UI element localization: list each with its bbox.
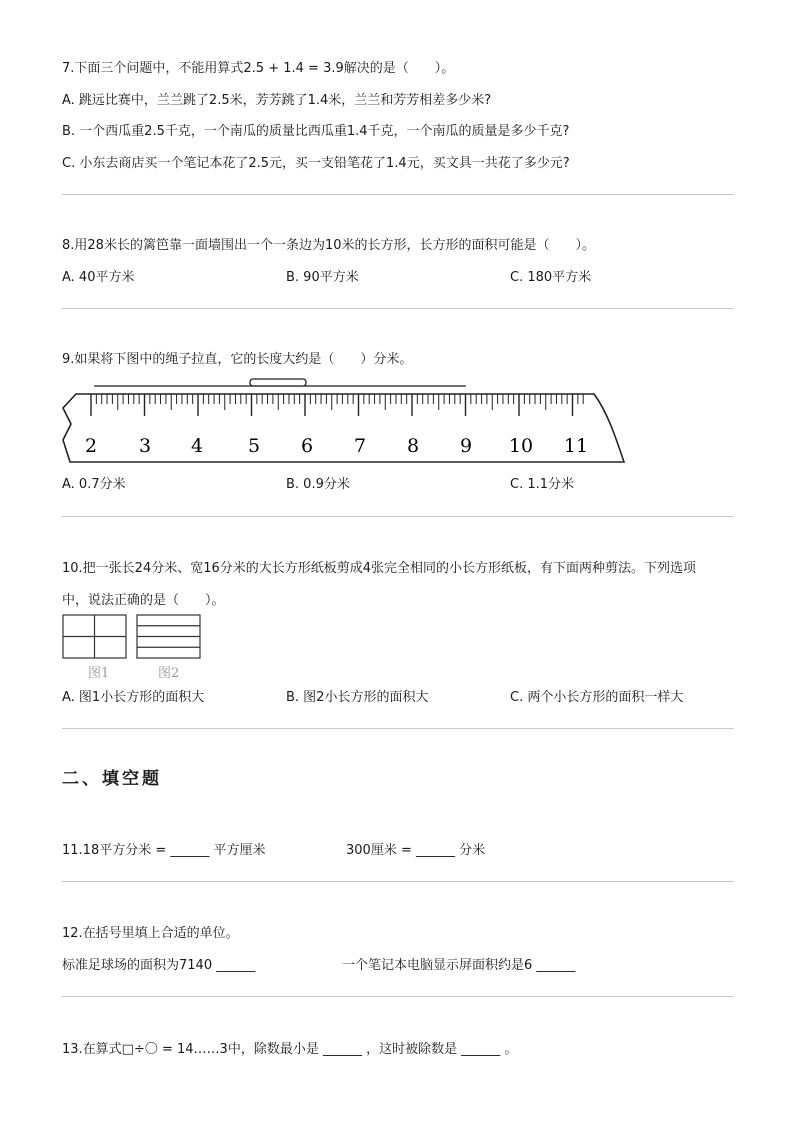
ruler-number: 10 [508, 435, 534, 457]
figure-1-grid [63, 615, 126, 658]
q10-stem-line2: 中，说法正确的是（ ）。 [62, 593, 225, 608]
section-title: 二、填空题 [62, 769, 162, 789]
q8-stem: 8.用28米长的篱笆靠一面墙围出一个一条边为10米的长方形，长方形的面积可能是（ ）。 [62, 238, 595, 253]
ruler-number: 6 [300, 435, 314, 457]
figure-1-caption: 图1 [88, 666, 110, 681]
divider [62, 194, 734, 195]
q7-option-c[interactable]: C. 小东去商店买一个笔记本花了2.5元，买一支铅笔花了1.4元，买文具一共花了多少元? [62, 156, 570, 171]
q10-option-a[interactable]: A. 图1小长方形的面积大 [62, 690, 205, 705]
q13-stem: 13.在算式□÷〇 = 14……3中，除数最小是 ______ ，这时被除数是 ______ 。 [62, 1042, 518, 1057]
q10-stem-line1: 10.把一张长24分米、宽16分米的大长方形纸板剪成4张完全相同的小长方形纸板，有下面两种剪法。下列选项 [62, 561, 697, 576]
figure-2-caption: 图2 [158, 666, 180, 681]
q12-stem: 12.在括号里填上合适的单位。 [62, 926, 239, 941]
q8-option-b[interactable]: B. 90平方米 [286, 270, 359, 285]
q8-option-c[interactable]: C. 180平方米 [510, 270, 592, 285]
divider [62, 728, 734, 729]
q7-stem: 7.下面三个问题中，不能用算式2.5 + 1.4 = 3.9解决的是（ ）。 [62, 61, 455, 76]
q9-option-c[interactable]: C. 1.1分米 [510, 477, 575, 492]
q11-part2: 300厘米 = ______ 分米 [346, 843, 486, 858]
ruler-number: 2 [84, 435, 98, 457]
q10-option-c[interactable]: C. 两个小长方形的面积一样大 [510, 690, 684, 705]
divider [62, 308, 734, 309]
ruler-number: 7 [353, 435, 367, 457]
q9-option-a[interactable]: A. 0.7分米 [62, 477, 126, 492]
q10-option-b[interactable]: B. 图2小长方形的面积大 [286, 690, 429, 705]
ruler-number: 4 [190, 435, 204, 457]
figure-2-strips [137, 615, 200, 658]
rope-loop [250, 379, 306, 386]
divider [62, 881, 734, 882]
ruler-figure [58, 374, 628, 470]
ruler-number: 11 [563, 435, 589, 457]
divider [62, 516, 734, 517]
q12-part2: 一个笔记本电脑显示屏面积约是6 ______ [342, 958, 576, 973]
q9-stem: 9.如果将下图中的绳子拉直，它的长度大约是（ ）分米。 [62, 352, 413, 367]
q12-part1: 标准足球场的面积为7140 ______ [62, 958, 256, 973]
q7-option-a[interactable]: A. 跳远比赛中，兰兰跳了2.5米，芳芳跳了1.4米，兰兰和芳芳相差多少米? [62, 93, 492, 108]
ruler-number: 8 [406, 435, 420, 457]
ruler-number: 3 [138, 435, 152, 457]
q11-part1: 11.18平方分米 = ______ 平方厘米 [62, 843, 266, 858]
q9-option-b[interactable]: B. 0.9分米 [286, 477, 350, 492]
q7-option-b[interactable]: B. 一个西瓜重2.5千克，一个南瓜的质量比西瓜重1.4千克，一个南瓜的质量是多少千克? [62, 124, 570, 139]
q8-option-a[interactable]: A. 40平方米 [62, 270, 135, 285]
ruler-number: 5 [247, 435, 261, 457]
divider [62, 996, 734, 997]
ruler-number: 9 [459, 435, 473, 457]
q10-figures [62, 614, 204, 662]
